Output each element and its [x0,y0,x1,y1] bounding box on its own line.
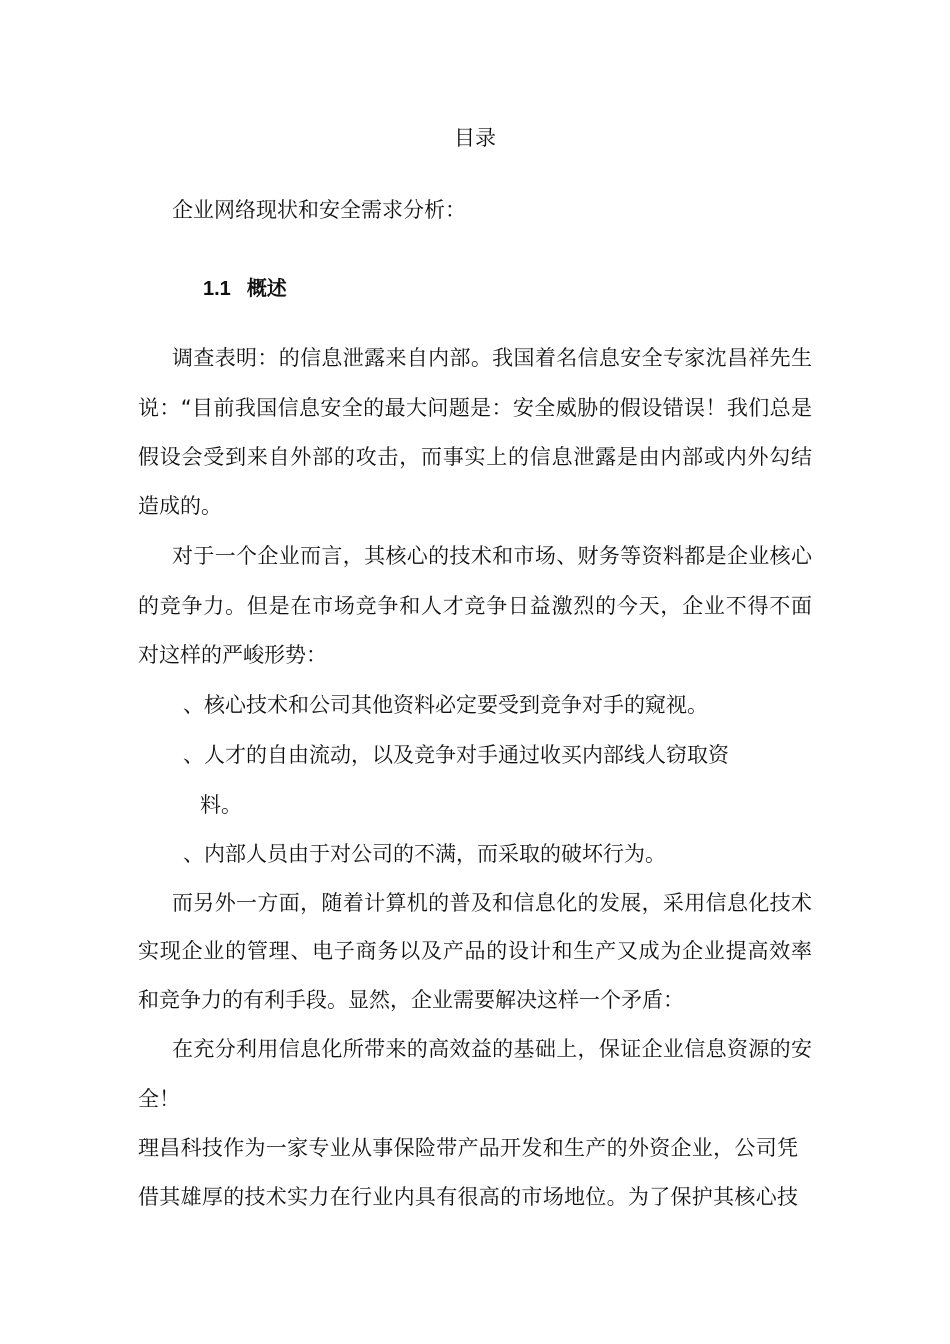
paragraph-line: 对这样的严峻形势： [138,643,327,667]
bullet-item: 、内部人员由于对公司的不满，而采取的破坏行为。 [183,842,666,866]
paragraph-line: 调查表明：的信息泄露来自内部。我国着名信息安全专家沈昌祥先生 [172,346,812,370]
paragraph-line: 造成的。 [138,494,222,518]
paragraph-line: 对于一个企业而言，其核心的技术和市场、财务等资料都是企业核心 [172,544,812,568]
bullet-item: 、人才的自由流动，以及竞争对手通过收买内部线人窃取资 [183,743,729,767]
heading-number: 1.1 [203,278,231,300]
paragraph-line: 而另外一方面，随着计算机的普及和信息化的发展，采用信息化技术 [172,891,812,915]
paragraph-line: 说：“目前我国信息安全的最大问题是：安全威胁的假设错误！我们总是 [138,396,812,420]
section-intro: 企业网络现状和安全需求分析： [172,198,466,222]
paragraph-line: 全！ [138,1087,180,1111]
bullet-item: 、核心技术和公司其他资料必定要受到竞争对手的窥视。 [183,693,708,717]
section-heading [203,275,287,303]
paragraph-line: 实现企业的管理、电子商务以及产品的设计和生产又成为企业提高效率 [138,939,812,963]
paragraph-line: 和竞争力的有利手段。显然，企业需要解决这样一个矛盾： [138,988,684,1012]
paragraph-line: 理昌科技作为一家专业从事保险带产品开发和生产的外资企业，公司凭 [138,1136,798,1160]
page-title: 目录 [454,126,496,150]
bullet-item-continuation: 料。 [200,793,242,817]
paragraph-line: 在充分利用信息化所带来的高效益的基础上，保证企业信息资源的安 [172,1037,812,1061]
paragraph-line: 借其雄厚的技术实力在行业内具有很高的市场地位。为了保护其核心技 [138,1185,798,1209]
heading-text: 概述 [246,278,287,300]
paragraph-line: 假设会受到来自外部的攻击，而事实上的信息泄露是由内部或内外勾结 [138,445,812,469]
paragraph-line: 的竞争力。但是在市场竞争和人才竞争日益激烈的今天，企业不得不面 [138,594,812,618]
